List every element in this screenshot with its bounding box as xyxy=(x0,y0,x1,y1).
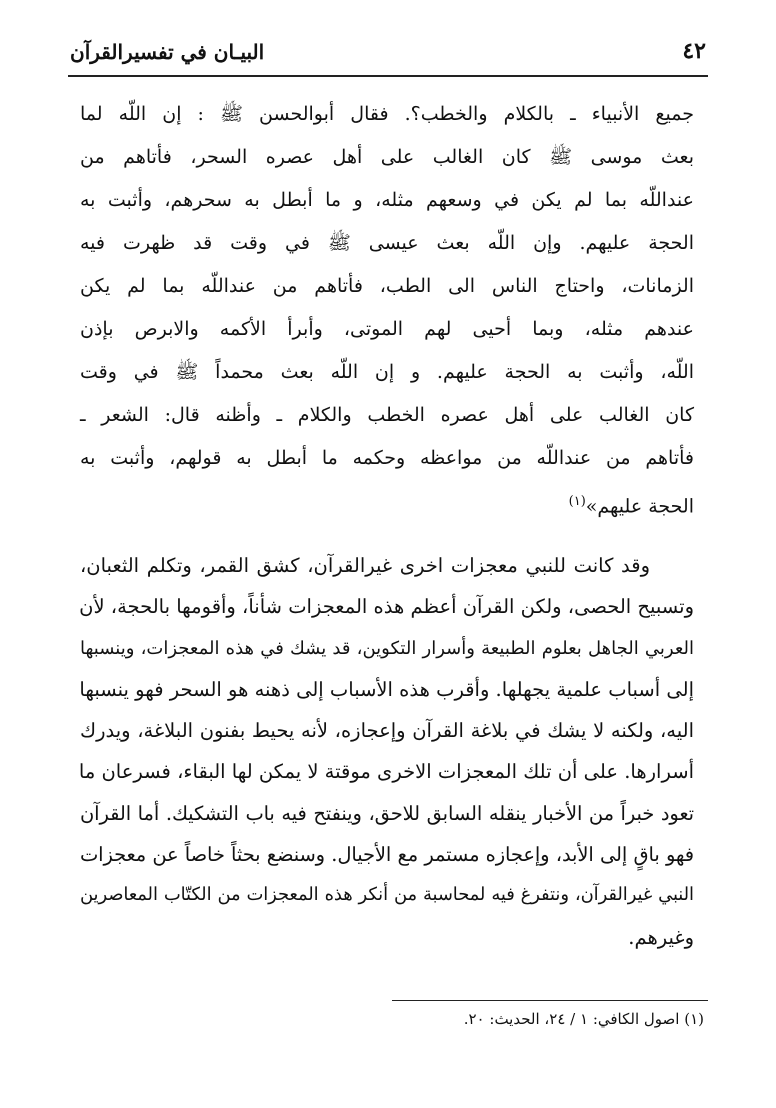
body-line: العربي الجاهل بعلوم الطبيعة وأسرار التكوين، قد يشك في هذه المعجزات، وينسبها xyxy=(80,637,694,659)
quote-line: اللّه، وأثبت به الحجة عليهم. و إن اللّه بعث محمداً ﷺ في وقت xyxy=(80,361,694,383)
quote-line: عندهم مثله، وبما أحيى لهم الموتى، وأبرأ الأكمه والابرص بإذن xyxy=(80,318,694,340)
body-line: أسرارها. على أن تلك المعجزات الاخرى موقتة لا يمكن لها البقاء، فسرعان ما xyxy=(78,760,694,784)
quote-line: الزمانات، واحتاج الناس الى الطب، فأتاهم من عنداللّه بما لم يكن xyxy=(80,275,694,297)
body-line: وتسبيح الحصى، ولكن القرآن أعظم هذه المعجزات شأناً، وأقومها بالحجة، لأن xyxy=(79,595,694,619)
page-header xyxy=(68,38,706,74)
quoted-hadith xyxy=(80,93,694,528)
body-line: وغيرهم. xyxy=(628,925,694,949)
quote-line: كان الغالب على أهل عصره الخطب والكلام ـ وأظنه قال: الشعر ـ xyxy=(80,404,694,426)
running-title: البيـان في تفسيرالقرآن xyxy=(70,40,265,64)
footnote-divider xyxy=(392,1000,708,1001)
body-line: النبي غيرالقرآن، ونتفرغ فيه لمحاسبة من أنكر هذه المعجزات من الكتّاب المعاصرين xyxy=(80,885,694,906)
quote-line: فأتاهم من عنداللّه من مواعظه وحكمه ما أبطل به قولهم، وأثبت به xyxy=(80,447,694,469)
quote-line: الحجة عليهم» xyxy=(585,495,694,518)
body-paragraph xyxy=(80,545,694,958)
body-line: فهو باقٍ إلى الأبد، وإعجازه مستمر مع الأجيال. وسنضع بحثاً خاصاً عن معجزات xyxy=(80,843,694,867)
quote-line: عنداللّه بما لم يكن في وسعهم مثله، و ما أبطل به سحرهم، وأثبت به xyxy=(80,189,694,211)
quote-line: جميع الأنبياء ـ بالكلام والخطب؟. فقال أبوالحسن ﷺ : إن اللّه لما xyxy=(80,103,694,125)
footnote-reference: (١) xyxy=(568,494,586,509)
quote-line: بعث موسى ﷺ كان الغالب على أهل عصره السحر، فأتاهم من xyxy=(80,146,694,168)
page-number: ٤٢ xyxy=(682,38,706,64)
body-line: تعود خبراً من الأخبار ينقله السابق للاحق، وينفتح فيه باب التشكيك. أما القرآن xyxy=(80,801,694,825)
header-divider xyxy=(68,75,708,77)
quote-line: الحجة عليهم. وإن اللّه بعث عيسى ﷺ في وقت قد ظهرت فيه xyxy=(80,232,694,254)
footnote: (١) اصول الكافي: ١ / ٢٤، الحديث: ٢٠. xyxy=(463,1010,704,1028)
body-line: وقد كانت للنبي معجزات اخرى غيرالقرآن، كشق القمر، وتكلم الثعبان، xyxy=(80,554,650,577)
body-line: اليه، ولكنه لا يشك في بلاغة القرآن وإعجازه، لأنه يحيط بفنون البلاغة، ويدرك xyxy=(80,719,694,743)
body-line: إلى أسباب علمية يجهلها. وأقرب هذه الأسباب إلى ذهنه هو السحر فهو ينسبها xyxy=(79,677,694,701)
quote-last-line xyxy=(80,480,694,528)
